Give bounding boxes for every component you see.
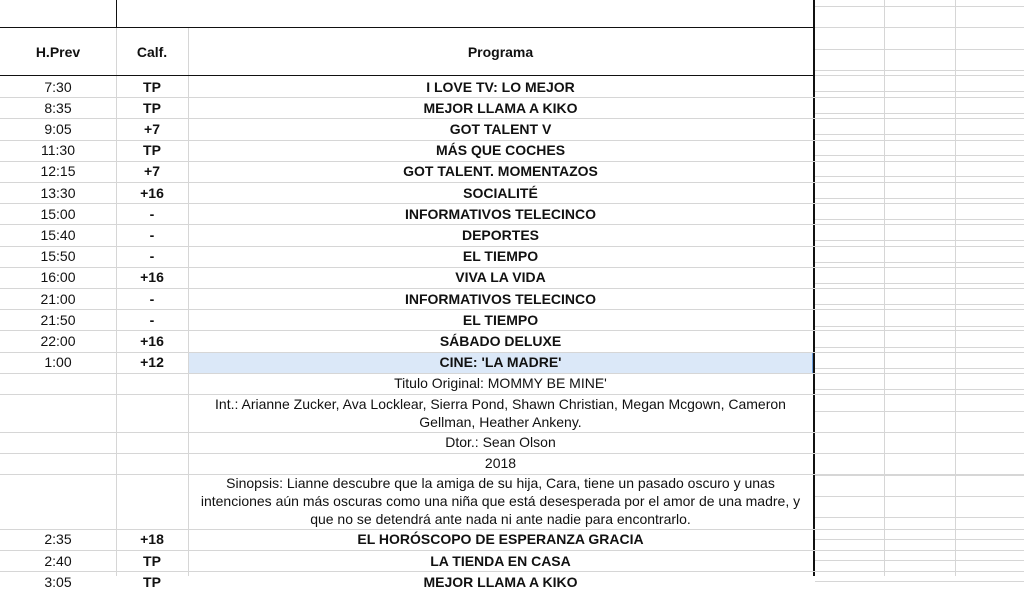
header-calf[interactable]: Calf. bbox=[136, 43, 168, 60]
detail-int[interactable]: Int.: Arianne Zucker, Ava Locklear, Sierra Pond, Shawn Christian, Megan Mcgown, Cameron Gellman, Heather Ankeny. bbox=[215, 395, 786, 430]
header-programa[interactable]: Programa bbox=[467, 43, 534, 60]
grid-line bbox=[815, 581, 1024, 582]
grid-line bbox=[815, 198, 1024, 199]
table-cell-hprev[interactable]: 15:00 bbox=[40, 205, 76, 222]
table-cell-hprev[interactable]: 1:00 bbox=[44, 354, 72, 371]
grid-line bbox=[815, 368, 1024, 369]
grid-line bbox=[815, 496, 1024, 497]
grid-line bbox=[815, 283, 1024, 284]
table-cell-hprev[interactable]: 22:00 bbox=[40, 332, 76, 349]
table-cell-programa[interactable]: EL HORÓSCOPO DE ESPERANZA GRACIA bbox=[357, 531, 644, 548]
grid-line bbox=[815, 27, 1024, 28]
table-cell-programa[interactable]: INFORMATIVOS TELECINCO bbox=[404, 205, 597, 222]
table-cell-calf[interactable]: +18 bbox=[140, 531, 164, 548]
grid-line bbox=[815, 134, 1024, 135]
table-cell-hprev[interactable]: 21:00 bbox=[40, 290, 76, 307]
table-cell-hprev[interactable]: 15:40 bbox=[40, 226, 76, 243]
table-cell-programa[interactable]: SÁBADO DELUXE bbox=[439, 332, 562, 349]
detail-sinopsis[interactable]: Sinopsis: Lianne descubre que la amiga de su hija, Cara, tiene un pasado oscuro y unas intenciones aún más oscuras como una niña que está desesperada por el amor de una madre, y que no se detendrá ante nada ni ante nadie para encontrarlo. bbox=[200, 475, 801, 528]
table-cell-calf[interactable]: TP bbox=[143, 142, 161, 159]
detail-dtor[interactable]: Dtor.: Sean Olson bbox=[445, 434, 556, 451]
table-cell-programa[interactable]: EL TIEMPO bbox=[462, 248, 539, 265]
table-cell-programa[interactable]: MEJOR LLAMA A KIKO bbox=[423, 99, 578, 116]
table-cell-programa[interactable]: GOT TALENT V bbox=[449, 120, 552, 137]
table-cell-hprev[interactable]: 13:30 bbox=[40, 184, 76, 201]
grid-line bbox=[815, 6, 1024, 7]
grid-line bbox=[815, 389, 1024, 390]
detail-titulo[interactable]: Titulo Original: MOMMY BE MINE' bbox=[394, 375, 607, 392]
table-cell-calf[interactable]: +16 bbox=[140, 184, 164, 201]
table-cell-programa[interactable]: MEJOR LLAMA A KIKO bbox=[423, 574, 578, 591]
table-cell-calf[interactable]: - bbox=[149, 205, 155, 222]
table-cell-programa[interactable]: LA TIENDA EN CASA bbox=[430, 552, 571, 569]
detail-year[interactable]: 2018 bbox=[484, 455, 517, 472]
table-cell-programa[interactable]: EL TIEMPO bbox=[462, 311, 539, 328]
table-cell-calf[interactable]: +7 bbox=[144, 163, 160, 180]
table-cell-hprev[interactable]: 2:40 bbox=[44, 552, 72, 569]
table-cell-calf[interactable]: +16 bbox=[140, 269, 164, 286]
header-divider bbox=[116, 0, 117, 28]
table-cell-programa[interactable]: INFORMATIVOS TELECINCO bbox=[404, 290, 597, 307]
grid-line bbox=[815, 91, 1024, 92]
grid-line bbox=[815, 539, 1024, 540]
table-cell-programa[interactable]: DEPORTES bbox=[461, 226, 539, 243]
table-cell-programa[interactable]: VIVA LA VIDA bbox=[455, 269, 546, 286]
table-cell-calf[interactable]: - bbox=[149, 248, 155, 265]
table-cell-hprev[interactable]: 3:05 bbox=[44, 574, 72, 591]
table-cell-hprev[interactable]: 2:35 bbox=[44, 531, 72, 548]
grid-line bbox=[815, 155, 1024, 156]
table-cell-hprev[interactable]: 16:00 bbox=[40, 269, 76, 286]
grid-line bbox=[815, 304, 1024, 305]
grid-line bbox=[815, 240, 1024, 241]
table-cell-calf[interactable]: +16 bbox=[140, 332, 164, 349]
grid-line bbox=[815, 262, 1024, 263]
grid-line bbox=[815, 70, 1024, 71]
grid-line bbox=[815, 560, 1024, 561]
table-cell-calf[interactable]: TP bbox=[143, 99, 161, 116]
grid-line bbox=[815, 176, 1024, 177]
table-cell-hprev[interactable]: 7:30 bbox=[44, 78, 72, 95]
grid-line bbox=[815, 411, 1024, 412]
table-cell-programa[interactable]: CINE: 'LA MADRE' bbox=[439, 354, 562, 371]
grid-line bbox=[815, 347, 1024, 348]
grid-line bbox=[815, 475, 1024, 476]
table-cell-hprev[interactable]: 21:50 bbox=[40, 311, 76, 328]
grid-line bbox=[815, 75, 1024, 76]
table-cell-calf[interactable]: +12 bbox=[140, 354, 164, 371]
table-cell-hprev[interactable]: 11:30 bbox=[41, 142, 75, 159]
table-cell-hprev[interactable]: 8:35 bbox=[44, 99, 72, 116]
grid-line bbox=[815, 326, 1024, 327]
table-cell-programa[interactable]: MÁS QUE COCHES bbox=[435, 142, 566, 159]
grid-line bbox=[815, 517, 1024, 518]
grid-line bbox=[815, 113, 1024, 114]
table-cell-programa[interactable]: GOT TALENT. MOMENTAZOS bbox=[403, 163, 598, 180]
table-cell-calf[interactable]: - bbox=[149, 311, 155, 328]
grid-line bbox=[815, 219, 1024, 220]
table-cell-calf[interactable]: TP bbox=[143, 78, 161, 95]
grid-line bbox=[815, 432, 1024, 433]
table-cell-hprev[interactable]: 9:05 bbox=[44, 120, 72, 137]
table-cell-calf[interactable]: TP bbox=[143, 574, 161, 591]
table-cell-hprev[interactable]: 12:15 bbox=[40, 163, 76, 180]
table-cell-hprev[interactable]: 15:50 bbox=[40, 248, 76, 265]
table-cell-programa[interactable]: I LOVE TV: LO MEJOR bbox=[426, 78, 575, 95]
table-cell-calf[interactable]: TP bbox=[143, 552, 161, 569]
grid-line bbox=[815, 453, 1024, 454]
table-cell-calf[interactable]: +7 bbox=[144, 120, 160, 137]
grid-line bbox=[815, 49, 1024, 50]
table-cell-programa[interactable]: SOCIALITÉ bbox=[463, 184, 538, 201]
table-cell-calf[interactable]: - bbox=[149, 290, 155, 307]
header-hprev[interactable]: H.Prev bbox=[35, 43, 81, 60]
table-cell-calf[interactable]: - bbox=[149, 226, 155, 243]
